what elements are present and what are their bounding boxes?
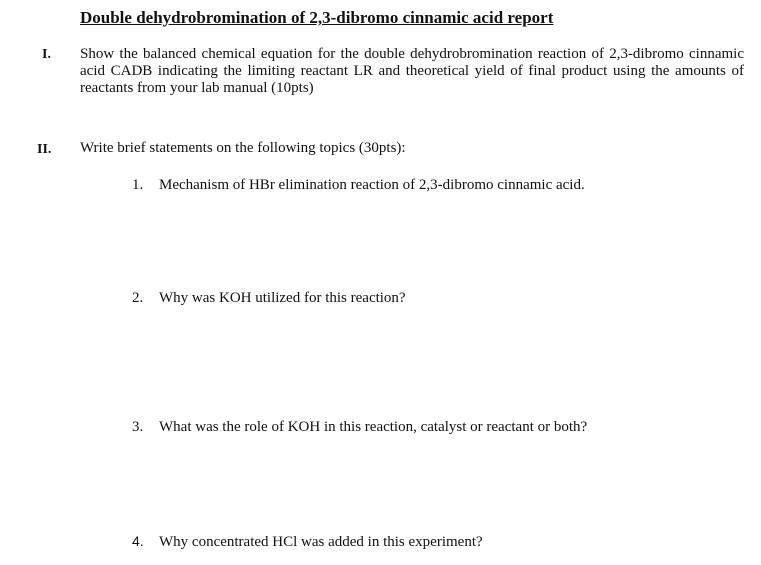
question-1-number: 1. [132,177,144,193]
question-4 [132,532,483,551]
question-2-number: 2. [132,290,144,306]
section-1-prompt: Show the balanced chemical equation for the double dehydrobromination reaction of 2,3-dibromo cinnamic acid CADB indicating the limiting reactant LR and theoretical yield of final product using the amounts of reactants from your lab manual (10pts) [80,46,744,96]
section-2-prompt: Write brief statements on the following topics (30pts): [80,140,406,156]
question-3-number: 3. [132,419,144,435]
question-3 [132,418,587,436]
question-4-number: 4. [132,533,144,549]
section-numeral-2: II. [37,142,52,157]
question-1-text: Mechanism of HBr elimination reaction of 2,3-dibromo cinnamic acid. [159,177,585,193]
question-3-text: What was the role of KOH in this reaction, catalyst or reactant or both? [159,419,588,435]
section-numeral-1: I. [42,47,51,62]
report-title: Double dehydrobromination of 2,3-dibromo cinnamic acid report [80,8,554,27]
question-2-text: Why was KOH utilized for this reaction? [159,290,406,306]
question-2 [132,289,406,307]
question-1 [132,176,585,194]
question-4-text: Why concentrated HCl was added in this experiment? [159,534,483,550]
